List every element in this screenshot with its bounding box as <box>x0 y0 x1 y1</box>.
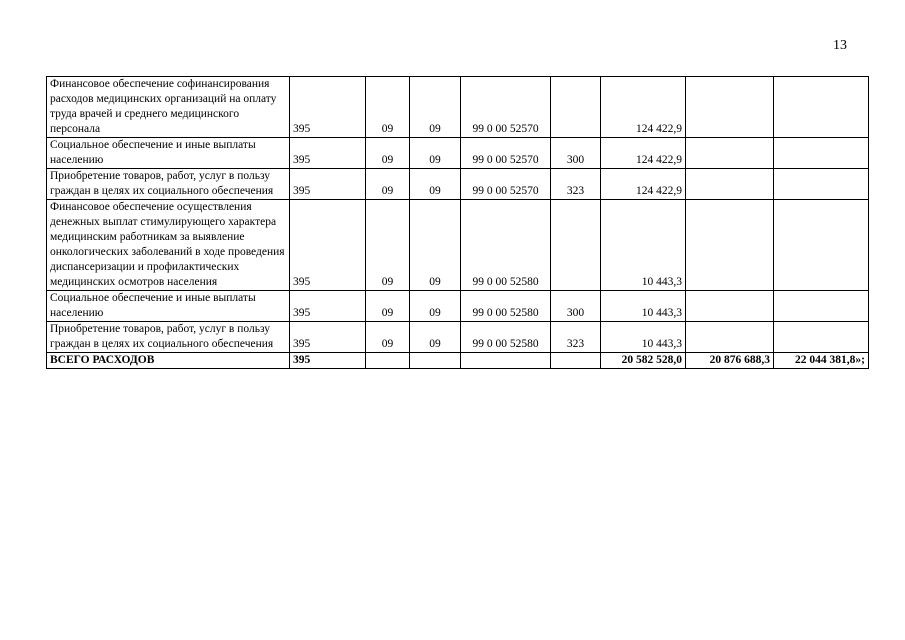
subsection-code: 09 <box>410 77 461 138</box>
amount-year-1: 124 422,9 <box>601 77 686 138</box>
expense-type-code <box>551 200 601 291</box>
amount-year-2 <box>686 169 774 200</box>
page-number: 13 <box>833 38 847 53</box>
amount-year-2 <box>686 291 774 322</box>
section-code: 09 <box>366 138 410 169</box>
target-article-code: 99 0 00 52570 <box>461 138 551 169</box>
amount-year-1: 10 443,3 <box>601 200 686 291</box>
amount-year-2 <box>686 77 774 138</box>
ved-code: 395 <box>290 138 366 169</box>
ved-code: 395 <box>290 169 366 200</box>
row-name: Финансовое обеспечение осуществления денежных выплат стимулирующего характера медицинским работникам за выявление онкологических заболеваний в ходе проведения диспансеризации и профилактических медицинских осмотров населения <box>47 200 290 291</box>
expense-type-code: 300 <box>551 138 601 169</box>
subsection-code: 09 <box>410 200 461 291</box>
amount-year-2 <box>686 322 774 353</box>
expense-type-code <box>551 77 601 138</box>
ved-code: 395 <box>290 322 366 353</box>
amount-year-3 <box>774 200 869 291</box>
row-name: Приобретение товаров, работ, услуг в пользу граждан в целях их социального обеспечения <box>47 169 290 200</box>
total-ved-code: 395 <box>290 353 366 369</box>
amount-year-1: 124 422,9 <box>601 138 686 169</box>
empty-cell <box>461 353 551 369</box>
empty-cell <box>366 353 410 369</box>
budget-table <box>46 76 869 369</box>
row-name: Финансовое обеспечение софинансирования расходов медицинских организаций на оплату труда врачей и среднего медицинского персонала <box>47 77 290 138</box>
expense-type-code: 300 <box>551 291 601 322</box>
target-article-code: 99 0 00 52580 <box>461 291 551 322</box>
total-amount-year-2: 20 876 688,3 <box>686 353 774 369</box>
subsection-code: 09 <box>410 138 461 169</box>
amount-year-3 <box>774 169 869 200</box>
empty-cell <box>551 353 601 369</box>
section-code: 09 <box>366 291 410 322</box>
table-row <box>47 322 869 353</box>
section-code: 09 <box>366 322 410 353</box>
amount-year-2 <box>686 138 774 169</box>
table-row <box>47 200 869 291</box>
amount-year-3 <box>774 322 869 353</box>
total-amount-year-1: 20 582 528,0 <box>601 353 686 369</box>
total-label: ВСЕГО РАСХОДОВ <box>47 353 290 369</box>
table-row <box>47 138 869 169</box>
ved-code: 395 <box>290 77 366 138</box>
row-name: Социальное обеспечение и иные выплаты населению <box>47 291 290 322</box>
table-row <box>47 291 869 322</box>
section-code: 09 <box>366 200 410 291</box>
subsection-code: 09 <box>410 291 461 322</box>
amount-year-3 <box>774 77 869 138</box>
expense-type-code: 323 <box>551 169 601 200</box>
target-article-code: 99 0 00 52580 <box>461 322 551 353</box>
section-code: 09 <box>366 169 410 200</box>
subsection-code: 09 <box>410 322 461 353</box>
total-row <box>47 353 869 369</box>
amount-year-3 <box>774 138 869 169</box>
row-name: Социальное обеспечение и иные выплаты населению <box>47 138 290 169</box>
target-article-code: 99 0 00 52570 <box>461 77 551 138</box>
section-code: 09 <box>366 77 410 138</box>
ved-code: 395 <box>290 200 366 291</box>
empty-cell <box>410 353 461 369</box>
table-row <box>47 77 869 138</box>
ved-code: 395 <box>290 291 366 322</box>
target-article-code: 99 0 00 52580 <box>461 200 551 291</box>
amount-year-1: 10 443,3 <box>601 291 686 322</box>
amount-year-1: 10 443,3 <box>601 322 686 353</box>
expense-type-code: 323 <box>551 322 601 353</box>
amount-year-3 <box>774 291 869 322</box>
amount-year-1: 124 422,9 <box>601 169 686 200</box>
target-article-code: 99 0 00 52570 <box>461 169 551 200</box>
subsection-code: 09 <box>410 169 461 200</box>
row-name: Приобретение товаров, работ, услуг в пользу граждан в целях их социального обеспечения <box>47 322 290 353</box>
amount-year-2 <box>686 200 774 291</box>
total-amount-year-3: 22 044 381,8»; <box>774 353 869 369</box>
table-row <box>47 169 869 200</box>
